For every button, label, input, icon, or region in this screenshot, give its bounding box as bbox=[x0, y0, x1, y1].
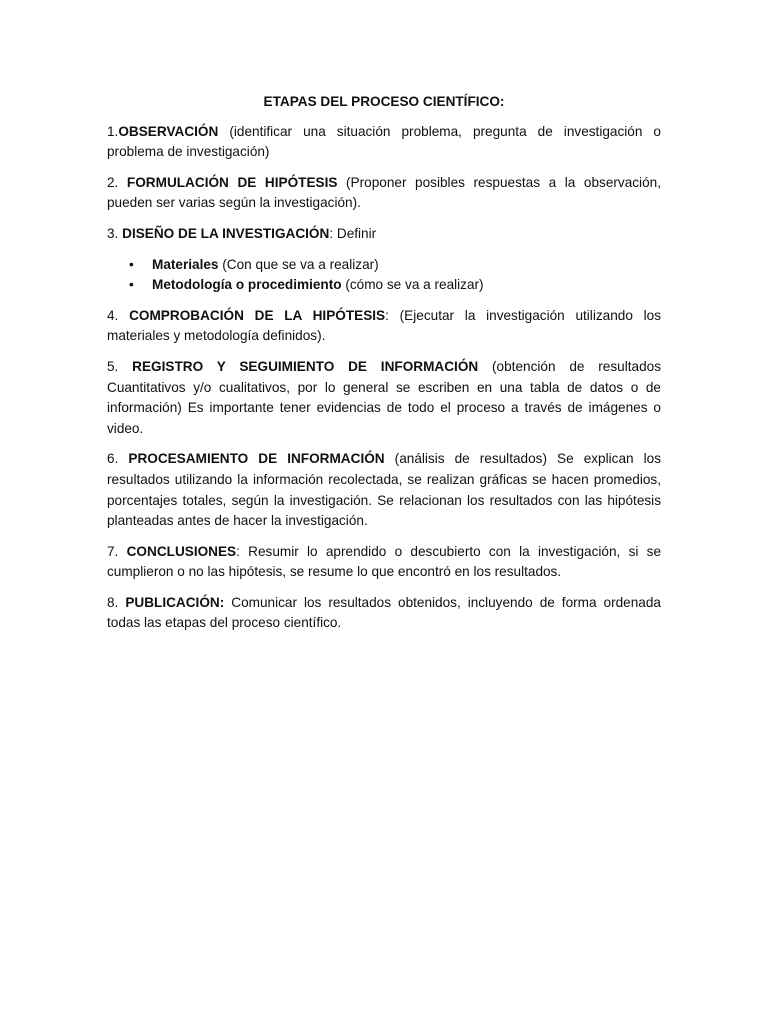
bullet-item-metodologia bbox=[107, 275, 661, 296]
step-description: : (Ejecutar la investigación utilizando los materiales y metodología definidos). bbox=[107, 307, 662, 344]
step-1-paragraph bbox=[107, 122, 661, 163]
step-heading: PROCESAMIENTO DE INFORMACIÓN bbox=[128, 451, 385, 467]
step-heading: PUBLICACIÓN: bbox=[125, 594, 225, 610]
bullet-icon: • bbox=[129, 277, 134, 293]
bullet-description: (Con que se va a realizar) bbox=[218, 256, 379, 272]
step-heading: CONCLUSIONES bbox=[126, 543, 237, 559]
step-heading: REGISTRO Y SEGUIMIENTO DE INFORMACIÓN bbox=[132, 358, 479, 374]
step-number: 5. bbox=[107, 358, 133, 374]
step-8-paragraph bbox=[107, 593, 661, 634]
step-2-paragraph bbox=[107, 173, 661, 214]
step-7-paragraph bbox=[107, 542, 661, 583]
step-number: 7. bbox=[107, 543, 127, 559]
step-heading: DISEÑO DE LA INVESTIGACIÓN bbox=[122, 225, 330, 241]
step-number: 8. bbox=[107, 594, 126, 610]
step-5-paragraph bbox=[107, 357, 661, 439]
step-number: 1. bbox=[107, 123, 119, 139]
step-number: 4. bbox=[107, 307, 130, 323]
step-heading: OBSERVACIÓN bbox=[118, 123, 219, 139]
step-heading: FORMULACIÓN DE HIPÓTESIS bbox=[126, 174, 338, 190]
bullet-heading: Metodología o procedimiento bbox=[152, 277, 342, 293]
step-description: (identificar una situación problema, pregunta de investigación o problema de investigación) bbox=[107, 123, 661, 160]
bullet-item-materiales bbox=[107, 255, 661, 276]
design-bullet-list bbox=[107, 255, 661, 296]
step-description: Comunicar los resultados obtenidos, incluyendo de forma ordenada todas las etapas del proceso científico. bbox=[107, 594, 661, 631]
step-3-paragraph bbox=[107, 224, 661, 245]
step-description: (obtención de resultados Cuantitativos y/o cualitativos, por lo general se escriben en una tabla de datos o de información) Es importante tener evidencias de todo el proceso a través de imágenes o video. bbox=[107, 358, 661, 436]
document-page bbox=[107, 92, 661, 644]
step-number: 6. bbox=[107, 451, 129, 467]
step-number: 2. bbox=[107, 174, 127, 190]
document-title: ETAPAS DEL PROCESO CIENTÍFICO: bbox=[263, 94, 505, 109]
bullet-description: (cómo se va a realizar) bbox=[341, 277, 484, 293]
step-description: (Proponer posibles respuestas a la observación, pueden ser varias según la investigación). bbox=[107, 174, 661, 211]
step-description: (análisis de resultados) Se explican los resultados utilizando la información recolectada, se realizan gráficas se hacen promedios, porcentajes totales, según la investigación. Se relacionan los resultados con las hipótesis planteadas antes de hacer la investigación. bbox=[107, 451, 661, 529]
bullet-icon: • bbox=[129, 256, 134, 272]
step-number: 3. bbox=[107, 225, 123, 241]
step-4-paragraph bbox=[107, 306, 661, 347]
step-description: : Resumir lo aprendido o descubierto con la investigación, si se cumplieron o no las hipótesis, se resume lo que encontró en los resultados. bbox=[107, 543, 662, 580]
bullet-heading: Materiales bbox=[152, 256, 219, 272]
step-6-paragraph bbox=[107, 449, 661, 531]
step-heading: COMPROBACIÓN DE LA HIPÓTESIS bbox=[129, 307, 386, 323]
step-description: : Definir bbox=[329, 225, 377, 241]
